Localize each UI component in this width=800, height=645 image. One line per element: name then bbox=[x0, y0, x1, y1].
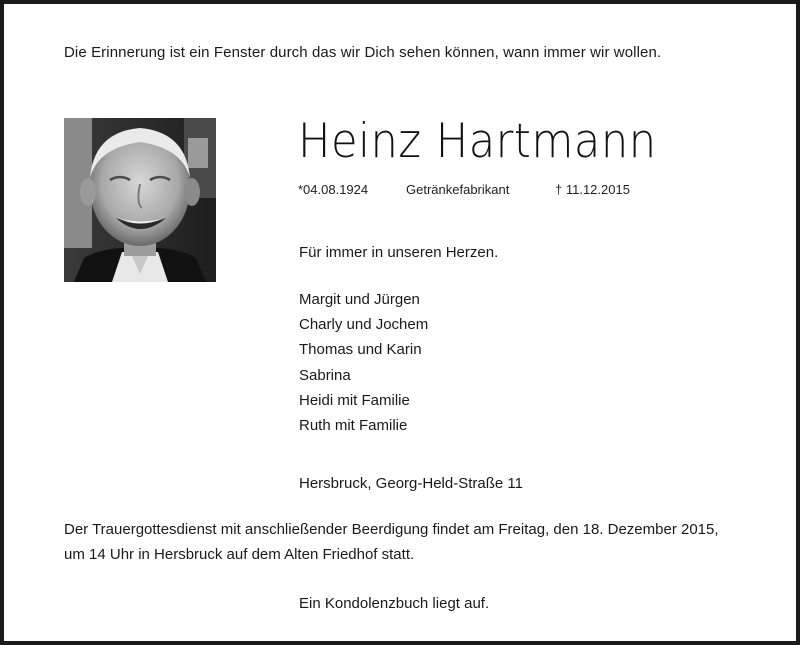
service-line: Der Trauergottesdienst mit anschließender Beerdigung findet am Freitag, den 18. Dezember 2015, bbox=[64, 521, 719, 538]
occupation: Getränkefabrikant bbox=[406, 182, 510, 197]
family-member: Margit und Jürgen bbox=[299, 291, 420, 308]
death-date: † 11.12.2015 bbox=[555, 182, 630, 197]
family-list bbox=[299, 287, 428, 438]
deceased-name: Heinz Hartmann bbox=[298, 114, 657, 169]
service-line: um 14 Uhr in Hersbruck auf dem Alten Friedhof statt. bbox=[64, 546, 415, 563]
family-member: Charly und Jochem bbox=[299, 316, 429, 334]
address: Hersbruck, Georg-Held-Straße 11 bbox=[299, 475, 523, 492]
memorial-quote: Die Erinnerung ist ein Fenster durch das wir Dich sehen können, wann immer wir wollen. bbox=[64, 44, 662, 61]
portrait-image bbox=[64, 118, 216, 282]
portrait-photo bbox=[64, 118, 216, 282]
birth-date: *04.08.1924 bbox=[298, 182, 369, 197]
service-info bbox=[64, 517, 764, 567]
motto: Für immer in unseren Herzen. bbox=[299, 244, 499, 261]
family-member: Ruth mit Familie bbox=[299, 416, 408, 434]
family-member: Sabrina bbox=[299, 366, 351, 384]
family-member: Thomas und Karin bbox=[299, 341, 422, 359]
family-member: Heidi mit Familie bbox=[299, 391, 410, 409]
condolence-note: Ein Kondolenzbuch liegt auf. bbox=[299, 595, 490, 612]
